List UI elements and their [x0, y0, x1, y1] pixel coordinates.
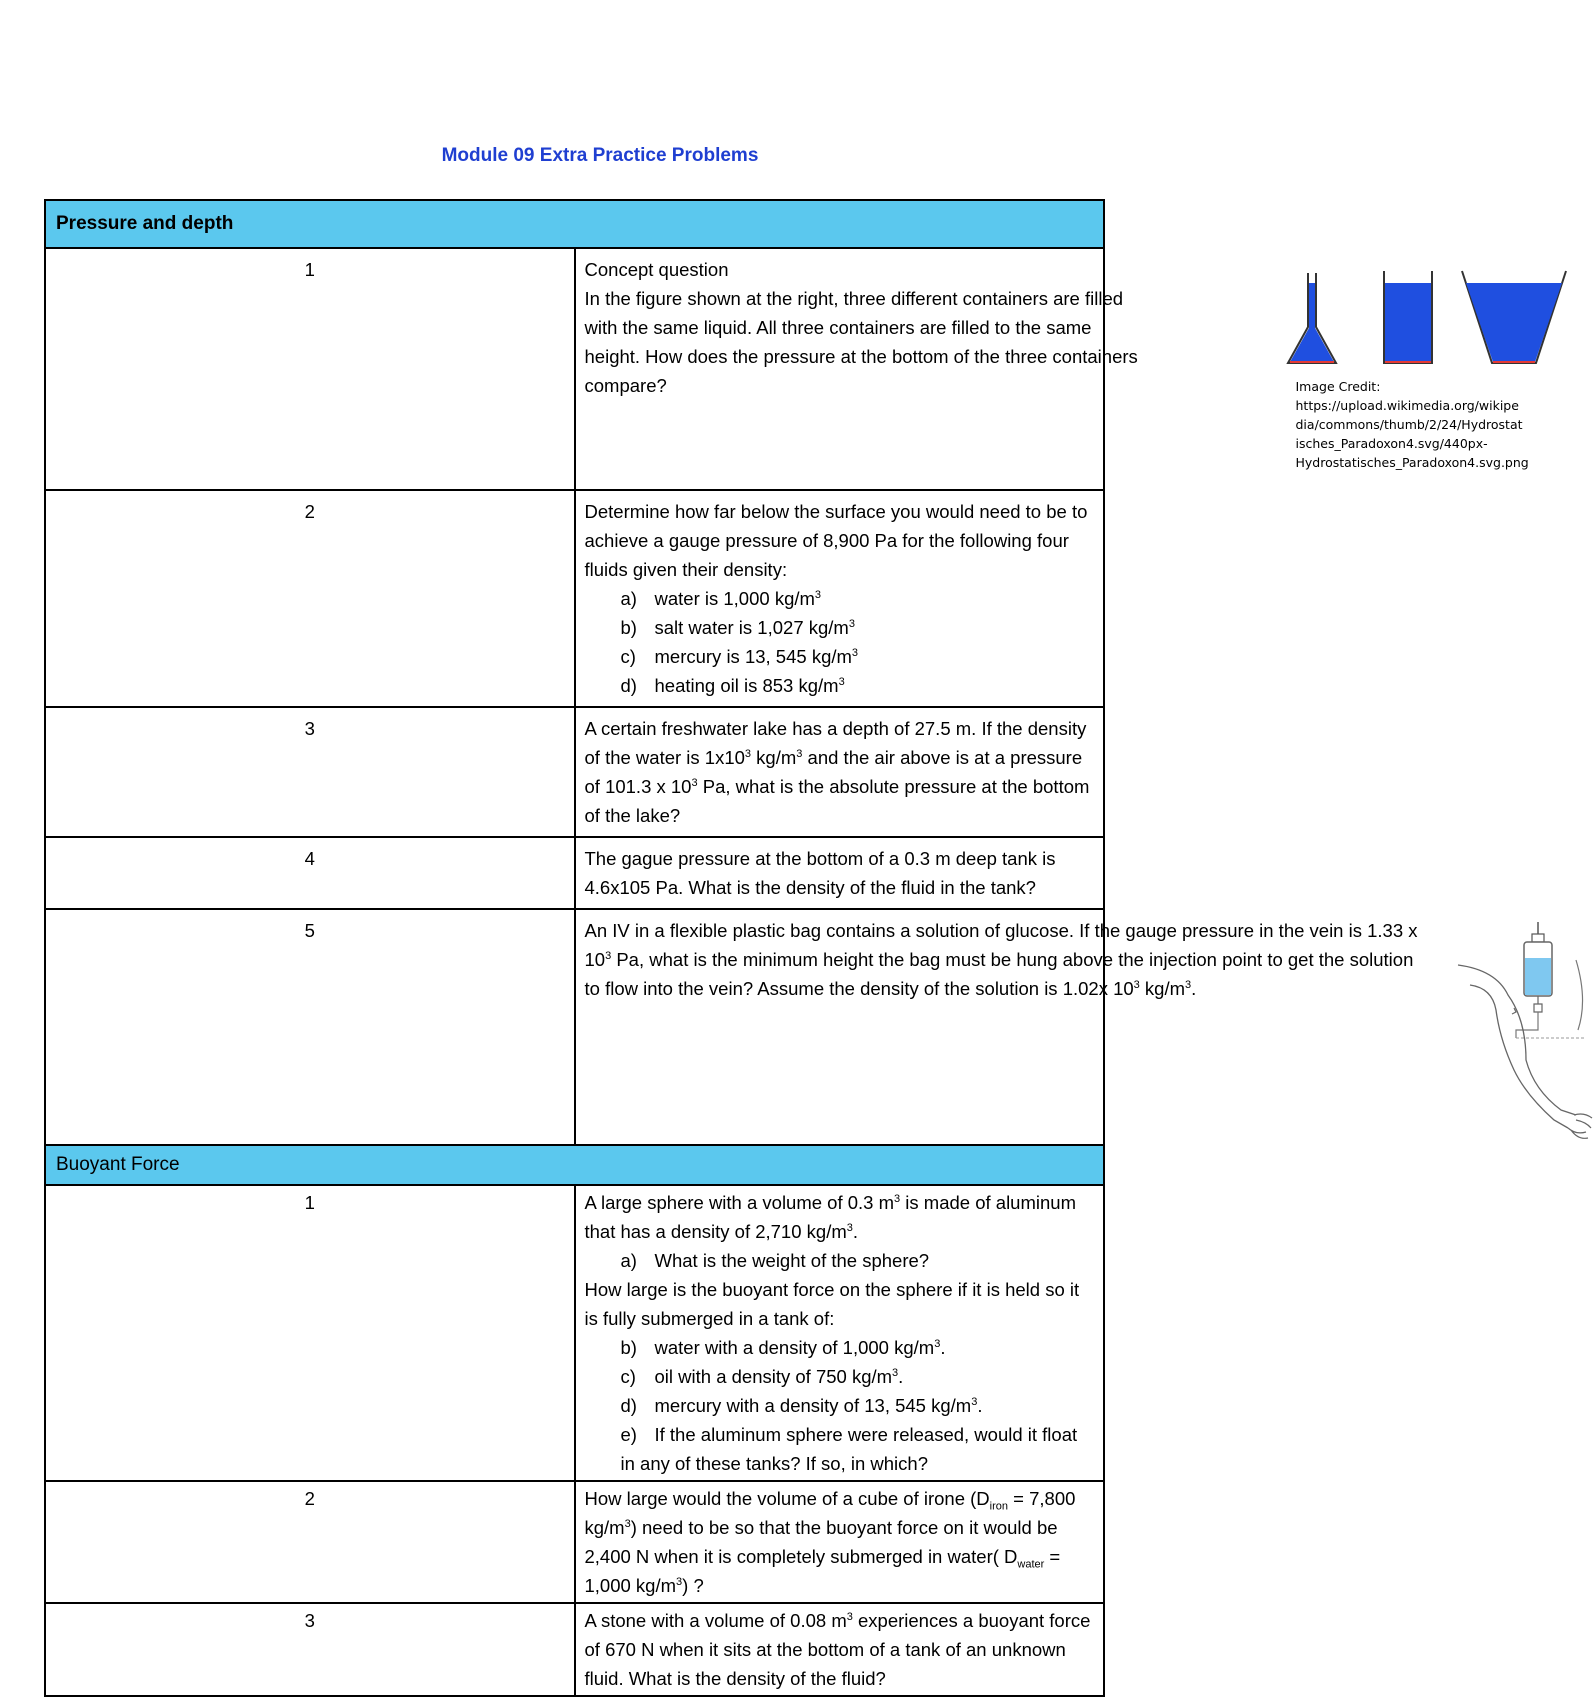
question-text-part: = 7,800 kg/m: [584, 1488, 1076, 1538]
question-cell: [575, 909, 1418, 1145]
list-item: [585, 1333, 1094, 1362]
section-header-row: [45, 200, 1104, 248]
liquid-funnel: [1466, 283, 1562, 362]
superscript: 3: [624, 1517, 631, 1530]
item-label: d): [620, 675, 637, 696]
list-item: [585, 1246, 1094, 1275]
hand-outline: [1568, 1114, 1592, 1138]
question-text-part: A large sphere with a volume of 0.3 m: [584, 1192, 895, 1213]
item-text: water with a density of 1,000 kg/m: [654, 1337, 935, 1358]
question-text-part: ) ?: [682, 1575, 704, 1596]
question-text-part: experiences a buoyant force of 670 N when it sits at the bottom of a tank of an unknown fluid. What is the density of the fluid?: [584, 1610, 1091, 1689]
credit-url-line: Hydrostatisches_Paradoxon4.svg.png: [1295, 455, 1529, 470]
subscript: water: [1017, 1558, 1045, 1571]
superscript: 3: [796, 747, 803, 760]
hydrostatic-containers-figure: [1286, 267, 1586, 367]
table-row: [45, 490, 1104, 707]
table-row: [45, 1185, 1104, 1481]
superscript: 3: [1133, 978, 1140, 991]
question-text-part: A stone with a volume of 0.08 m: [584, 1610, 847, 1631]
question-number: 2: [45, 490, 575, 707]
question-line: height. How does the pressure at the bottom of the three containers: [584, 346, 1138, 367]
question-text-part: ) need to be so that the buoyant force on it would be 2,400 N when it is completely submerged in water( D: [584, 1517, 1058, 1567]
superscript: 3: [846, 1610, 853, 1623]
question-cell: [575, 1603, 1105, 1696]
list-item: [585, 613, 1094, 642]
item-label: b): [620, 1337, 637, 1358]
section-header-row: [45, 1145, 1104, 1185]
section-header-pressure: Pressure and depth: [45, 200, 1104, 248]
question-cell: [575, 837, 1105, 909]
item-label: a): [620, 1250, 637, 1271]
arm-outline: [1458, 965, 1576, 1115]
table-row: [45, 909, 1104, 1145]
iv-solution: [1525, 958, 1551, 995]
concept-question-label: Concept question: [584, 259, 729, 280]
list-item: [585, 671, 1094, 700]
list-item: [585, 1391, 1094, 1420]
question-text: [585, 1188, 1094, 1246]
list-item: [585, 1420, 1094, 1478]
item-text: mercury with a density of 13, 545 kg/m: [654, 1395, 972, 1416]
question-text: A certain freshwater lake has a depth of 27.5 m. If the density of the water is 1x10: [584, 718, 1087, 768]
item-text: What is the weight of the sphere?: [654, 1250, 930, 1271]
list-item: [585, 642, 1094, 671]
question-cell: [575, 707, 1105, 837]
question-text-part: Pa, what is the minimum height the bag must be hung above the injection point to get the solution to flow into the vein? Assume the density of the solution is 1.02x 10: [584, 949, 1414, 999]
table-row: [45, 248, 1104, 490]
question-text-part: is made of aluminum that has a density of 2,710 kg/m: [584, 1192, 1076, 1242]
table-row: [45, 1603, 1104, 1696]
list-item: [585, 584, 1094, 613]
image-credit: [1296, 377, 1546, 472]
item-text: If the aluminum sphere were released, would it float in any of these tanks? If so, in which?: [620, 1424, 1078, 1474]
superscript: 3: [744, 747, 752, 760]
question-text: Pa, what is the absolute pressure at the bottom of the lake?: [584, 776, 1090, 826]
question-text-part: = 1,000 kg/m: [584, 1546, 1061, 1596]
question-text: [585, 255, 1245, 400]
question-line: In the figure shown at the right, three different containers are filled: [584, 288, 1124, 309]
superscript: 3: [846, 1221, 853, 1234]
table-row: [45, 1481, 1104, 1603]
question-text-part: .: [852, 1221, 859, 1242]
item-text: mercury is 13, 545 kg/m: [654, 646, 852, 667]
question-text: Determine how far below the surface you would need to be to achieve a gauge pressure of 8,900 Pa for the following four fluids given their density:: [584, 501, 1088, 580]
superscript: 3: [851, 646, 859, 659]
question-number: 3: [45, 1603, 575, 1696]
item-text: oil with a density of 750 kg/m: [654, 1366, 893, 1387]
credit-label: Image Credit:: [1295, 379, 1381, 394]
question-text: kg/m: [751, 747, 797, 768]
item-text: salt water is 1,027 kg/m: [654, 617, 849, 638]
superscript: 3: [814, 588, 822, 601]
superscript: 3: [894, 1192, 901, 1205]
section-header-buoyant: Buoyant Force: [45, 1145, 1104, 1185]
item-text: .: [940, 1337, 946, 1358]
question-number: 1: [45, 248, 575, 490]
question-cell: [575, 490, 1105, 707]
list-item: [585, 1362, 1094, 1391]
item-label: a): [620, 588, 637, 609]
problems-table: [44, 199, 1529, 1697]
question-text: [585, 916, 1425, 1003]
credit-url-line: dia/commons/thumb/2/24/Hydrostat: [1295, 417, 1523, 432]
item-text: .: [898, 1366, 904, 1387]
credit-url-line: isches_Paradoxon4.svg/440px-: [1295, 436, 1488, 451]
question-number: 4: [45, 837, 575, 909]
credit-url-line: https://upload.wikimedia.org/wikipe: [1295, 398, 1519, 413]
question-cell: [575, 1185, 1105, 1481]
superscript: 3: [676, 1575, 683, 1588]
item-text: water is 1,000 kg/m: [654, 588, 815, 609]
subscript: iron: [989, 1500, 1009, 1513]
page-title: Module 09 Extra Practice Problems: [441, 145, 759, 166]
superscript: 3: [892, 1366, 899, 1379]
question-text-part: .: [1191, 978, 1197, 999]
iv-bag-arm-illustration: [1456, 920, 1596, 1145]
item-label: e): [620, 1424, 637, 1445]
liquid-flask: [1290, 283, 1334, 362]
question-text-part: An IV in a flexible plastic bag contains a solution of glucose. If the gauge pressure in the vein is 1.33 x 10: [584, 920, 1418, 970]
question-text-part: How large would the volume of a cube of irone (D: [584, 1488, 990, 1509]
question-text: and the air above is at a pressure of 101.3 x 10: [584, 747, 1083, 797]
superscript: 3: [1185, 978, 1192, 991]
question-cell: [575, 248, 1529, 490]
question-text: The gague pressure at the bottom of a 0.3 m deep tank is 4.6x105 Pa. What is the density of the fluid in the tank?: [584, 848, 1056, 898]
question-text-part: kg/m: [1139, 978, 1186, 999]
question-line: compare?: [584, 375, 667, 396]
superscript: 3: [838, 675, 845, 688]
superscript: 3: [971, 1395, 978, 1408]
superscript: 3: [848, 617, 855, 630]
item-label: c): [620, 1366, 636, 1387]
question-text: How large is the buoyant force on the sphere if it is held so it is fully submerged in a tank of:: [584, 1279, 1080, 1329]
question-number: 5: [45, 909, 575, 1145]
question-number: 1: [45, 1185, 575, 1481]
question-cell: [575, 1481, 1105, 1603]
table-row: [45, 707, 1104, 837]
superscript: 3: [934, 1337, 941, 1350]
superscript: 3: [691, 776, 698, 789]
item-text: .: [977, 1395, 983, 1416]
liquid-rect: [1385, 283, 1431, 362]
item-text: heating oil is 853 kg/m: [654, 675, 839, 696]
item-label: c): [620, 646, 636, 667]
question-line: with the same liquid. All three containers are filled to the same: [584, 317, 1092, 338]
item-label: b): [620, 617, 637, 638]
question-number: 3: [45, 707, 575, 837]
table-row: [45, 837, 1104, 909]
item-label: d): [620, 1395, 637, 1416]
superscript: 3: [605, 949, 612, 962]
question-number: 2: [45, 1481, 575, 1603]
